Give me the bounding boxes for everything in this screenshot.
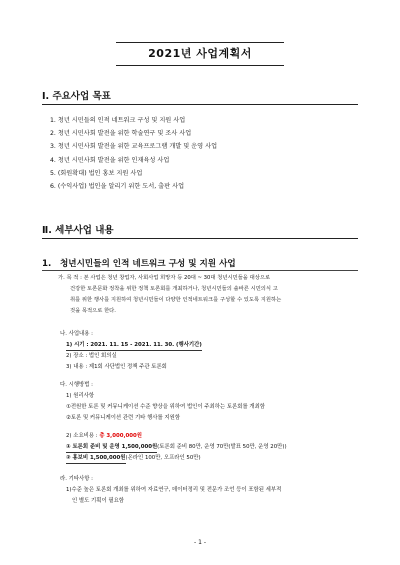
purpose-text: 본 사업은 청년 창업자, 사회사업 희망자 등 20대 ~ 30대 청년시민들을 대상으로	[83, 275, 271, 281]
purpose-label: 가. 목 적 :	[58, 275, 82, 281]
other-line: 1)수준 높은 토론회 개최를 위하여 자료연구, 데이터정리 및 전문가 조언 등이 포함된 세부적	[66, 487, 282, 493]
goal-item: 2. 청년 시민사회 발전을 위한 학술연구 및 조사 사업	[50, 130, 192, 138]
content-label: 나. 사업내용 :	[60, 331, 93, 337]
item-1-rule	[42, 270, 358, 271]
budget-row-1-label: ① 토론회 준비 및 운영 1,500,000원	[66, 443, 157, 453]
page-number: - 1 -	[194, 539, 206, 546]
item-1-number: 1.	[42, 259, 52, 269]
goal-item: 1. 청년 시민들의 인적 네트워크 구성 및 지원 사업	[50, 117, 186, 124]
section-1-rule	[42, 104, 358, 105]
content-period: 1) 시기 : 2021. 11. 15 - 2021. 11. 30. (행사기간)	[66, 341, 202, 351]
purpose-text: 건강한 토론문화 정착을 위한 정책 토론회를 개최하거나, 청년시민들의 솔바른 시민의식 고	[70, 286, 278, 292]
method-line: ①전원한 토론 및 커뮤니케이션 수준 향상을 위하여 법인이 주최하는 토론회를 개최함	[66, 404, 266, 410]
content-place: 2) 장소 : 법인 회의실	[66, 353, 117, 359]
item-1-heading	[42, 257, 236, 269]
goal-item: 6. (수익사업) 법인을 알리기 위한 도서, 출판 사업	[50, 183, 185, 191]
purpose-text: 것을 목적으로 한다.	[70, 308, 116, 314]
method-line: 1) 원리사항	[66, 393, 95, 399]
document-title: 2021년 사업계획서	[116, 42, 284, 66]
section-2-rule	[42, 238, 358, 239]
section-1-heading: Ⅰ. 주요사업 목표	[42, 91, 111, 102]
goal-list	[50, 114, 360, 193]
other-line: 인 별도 기획이 필요함	[72, 498, 125, 504]
purpose-paragraph	[58, 273, 358, 317]
content-detail: 3) 내용 : 제1회 사단법인 정책 주관 토론회	[66, 364, 167, 370]
method-line: ②토론 및 커뮤니케이션 관련 기타 행사를 지원함	[66, 415, 181, 421]
budget-row-2-detail: (온라인 100만, 오프라인 50만)	[125, 455, 201, 461]
budget-row-2-label: ② 홍보비 1,500,000원	[66, 454, 126, 464]
budget-label: 2) 소요비용 :	[66, 433, 98, 439]
purpose-text: 취를 위한 행사를 지원하여 청년시민들이 다양한 인적네트워크를 구성할 수 있도록 지원하는	[70, 297, 282, 303]
other-label: 라. 기타사항 :	[60, 476, 93, 482]
budget-total: 총 3,000,000원	[99, 433, 142, 439]
goal-item: 5. (회원확대) 법인 홍보 지원 사업	[50, 169, 143, 177]
item-1-title: 청년시민들의 인적 네트워크 구성 및 지원 사업	[60, 259, 236, 269]
section-2-heading: Ⅱ. 세부사업 내용	[42, 225, 114, 236]
budget-row-1-detail: (토론회 준비 80만, 운영 70만(발표 50만, 운영 20만))	[157, 444, 287, 450]
goal-item: 4. 청년 시민사회 발전을 위한 인재육성 사업	[50, 156, 170, 164]
goal-item: 3. 청년 시민사회 발전을 위한 교육프로그램 개발 및 운영 사업	[50, 143, 218, 151]
method-label: 다. 시행방법 :	[60, 382, 93, 388]
